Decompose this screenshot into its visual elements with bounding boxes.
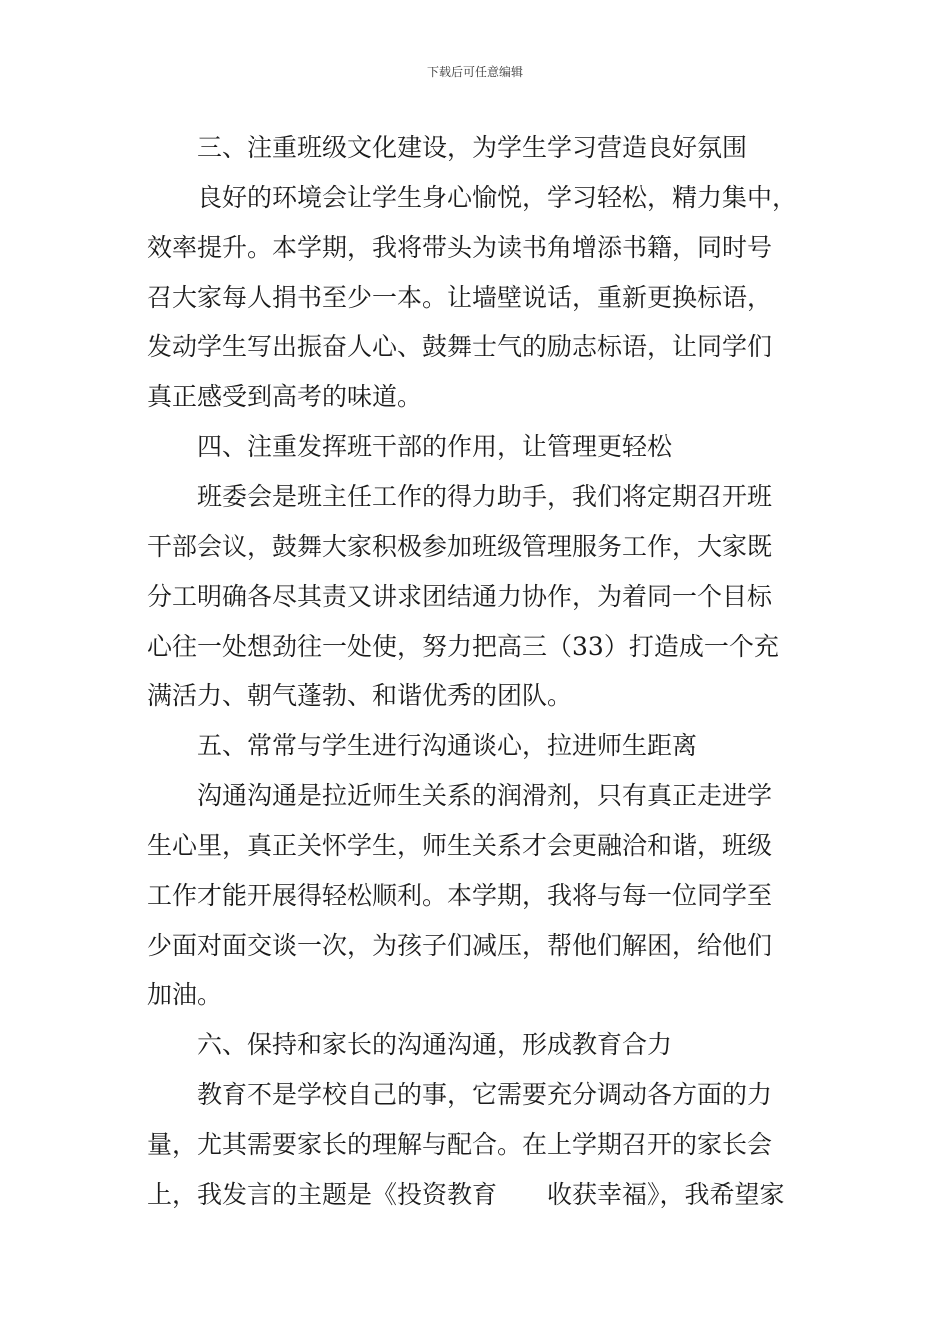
paragraph-line: 满活力、朝气蓬勃、和谐优秀的团队。 (147, 681, 573, 710)
paragraph-line: 心往一处想劲往一处使，努力把高三（33）打造成一个充 (147, 632, 779, 661)
paragraph-line: 班委会是班主任工作的得力助手，我们将定期召开班 (197, 482, 773, 511)
paragraph-line: 教育不是学校自己的事，它需要充分调动各方面的力 (197, 1080, 773, 1109)
paragraph-line: 生心里，真正关怀学生，师生关系才会更融洽和谐，班级 (147, 831, 773, 860)
paragraph-line: 上，我发言的主题是《投资教育 收获幸福》，我希望家 (147, 1180, 785, 1209)
paragraph-line: 发动学生写出振奋人心、鼓舞士气的励志标语，让同学们 (147, 332, 773, 361)
section-heading-6: 六、保持和家长的沟通沟通，形成教育合力 (197, 1030, 673, 1059)
page-header: 下载后可任意编辑 (426, 65, 523, 79)
paragraph-line: 效率提升。本学期，我将带头为读书角增添书籍，同时号 (147, 233, 773, 262)
section-heading-3: 三、注重班级文化建设，为学生学习营造良好氛围 (197, 133, 748, 162)
paragraph-line: 沟通沟通是拉近师生关系的润滑剂，只有真正走进学 (197, 781, 773, 810)
paragraph-line: 工作才能开展得轻松顺利。本学期，我将与每一位同学至 (147, 881, 773, 910)
paragraph-line: 干部会议，鼓舞大家积极参加班级管理服务工作，大家既 (147, 532, 773, 561)
section-heading-5: 五、常常与学生进行沟通谈心，拉进师生距离 (197, 731, 698, 760)
paragraph-line: 加油。 (147, 980, 223, 1009)
section-heading-4: 四、注重发挥班干部的作用，让管理更轻松 (197, 432, 673, 461)
paragraph-line: 少面对面交谈一次，为孩子们减压，帮他们解困，给他们 (147, 931, 773, 960)
paragraph-line: 分工明确各尽其责又讲求团结通力协作，为着同一个目标 (147, 582, 773, 611)
paragraph-line: 量，尤其需要家长的理解与配合。在上学期召开的家长会 (147, 1130, 773, 1159)
paragraph-line: 良好的环境会让学生身心愉悦，学习轻松，精力集中， (197, 183, 798, 212)
paragraph-line: 召大家每人捐书至少一本。让墙壁说话，重新更换标语， (147, 283, 773, 312)
paragraph-line: 真正感受到高考的味道。 (147, 382, 423, 411)
